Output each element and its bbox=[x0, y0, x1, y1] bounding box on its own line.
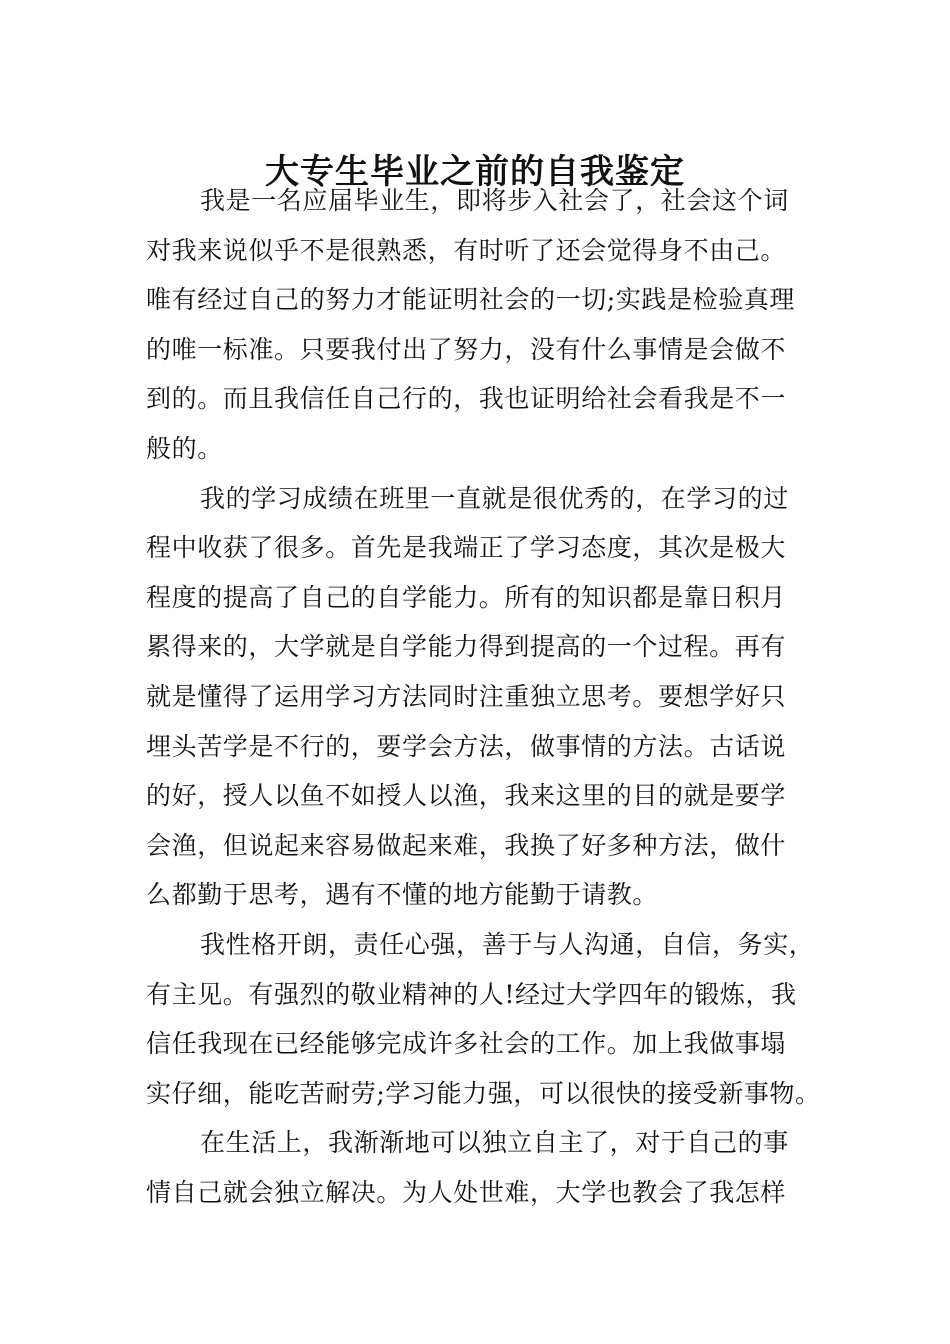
text-line: 实仔细，能吃苦耐劳;学习能力强，可以很快的接受新事物。 bbox=[146, 1078, 821, 1108]
document-title: 大专生毕业之前的自我鉴定 bbox=[265, 151, 685, 192]
text-line: 到的。而且我信任自己行的，我也证明给社会看我是不一 bbox=[146, 384, 787, 414]
text-line: 埋头苦学是不行的，要学会方法，做事情的方法。古话说 bbox=[146, 731, 787, 761]
text-line: 般的。 bbox=[146, 433, 223, 463]
text-line: 的唯一标准。只要我付出了努力，没有什么事情是会做不 bbox=[146, 334, 787, 364]
text-line: 程中收获了很多。首先是我端正了学习态度，其次是极大 bbox=[146, 533, 787, 563]
paragraph-1 bbox=[146, 176, 816, 474]
document-body bbox=[146, 176, 821, 1217]
paragraph-2 bbox=[146, 474, 816, 920]
text-line: 有主见。有强烈的敬业精神的人!经过大学四年的锻炼，我 bbox=[146, 979, 797, 1009]
paragraph-3 bbox=[146, 920, 821, 1118]
text-line: 就是懂得了运用学习方法同时注重独立思考。要想学好只 bbox=[146, 681, 787, 711]
text-line: 累得来的，大学就是自学能力得到提高的一个过程。再有 bbox=[146, 632, 787, 662]
text-line: 会渔，但说起来容易做起来难，我换了好多种方法，做什 bbox=[146, 830, 787, 860]
text-line: 在生活上，我渐渐地可以独立自主了，对于自己的事 bbox=[200, 1128, 789, 1158]
text-line: 情自己就会独立解决。为人处世难，大学也教会了我怎样 bbox=[146, 1177, 787, 1207]
text-line: 信任我现在已经能够完成许多社会的工作。加上我做事塌 bbox=[146, 1029, 787, 1059]
text-line: 唯有经过自己的努力才能证明社会的一切;实践是检验真理 bbox=[146, 285, 796, 315]
paragraph-4 bbox=[146, 1118, 816, 1217]
text-line: 我的学习成绩在班里一直就是很优秀的，在学习的过 bbox=[200, 483, 789, 513]
text-line: 我性格开朗，责任心强，善于与人沟通，自信，务实， bbox=[200, 929, 815, 959]
text-line: 对我来说似乎不是很熟悉，有时听了还会觉得身不由己。 bbox=[146, 235, 787, 265]
text-line: 么都勤于思考，遇有不懂的地方能勤于请教。 bbox=[146, 880, 659, 910]
text-line: 我是一名应届毕业生，即将步入社会了，社会这个词 bbox=[200, 186, 789, 215]
text-line: 程度的提高了自己的自学能力。所有的知识都是靠日积月 bbox=[146, 582, 787, 612]
text-line: 的好，授人以鱼不如授人以渔，我来这里的目的就是要学 bbox=[146, 781, 787, 811]
